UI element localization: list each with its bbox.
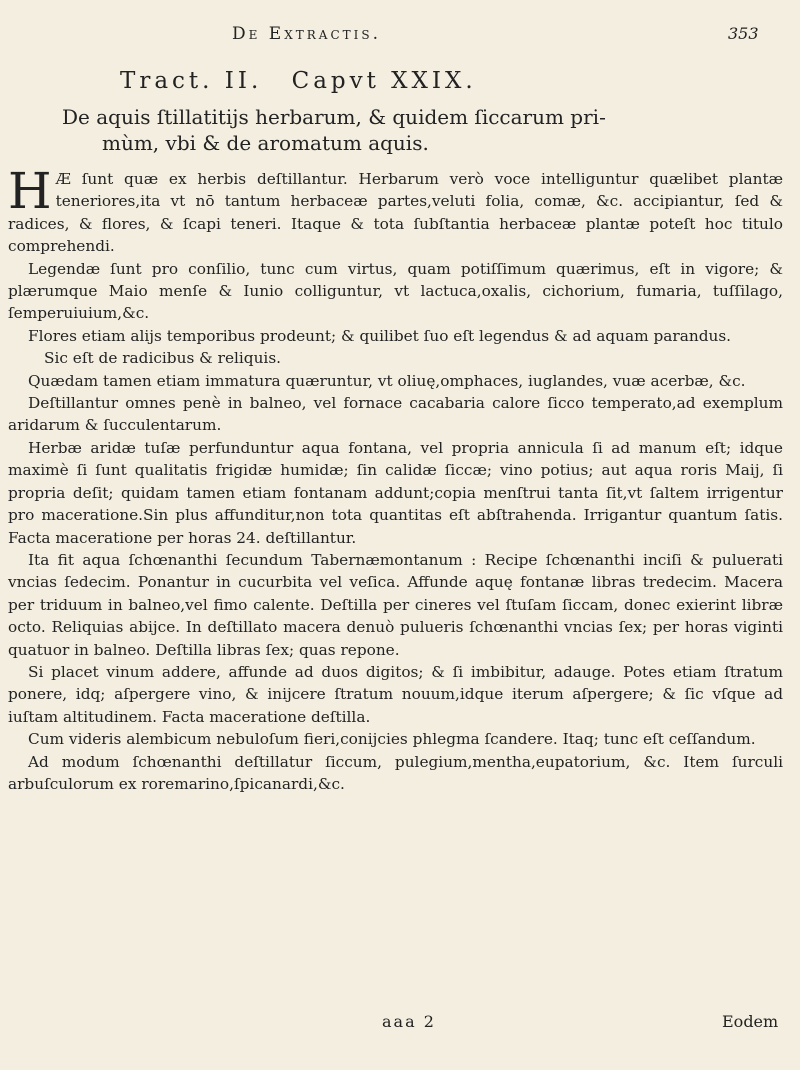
paragraph-6: Deſtillantur omnes penè in balneo, vel fornace cacabaria calore ſicco temperato,ad exemplum aridarum & ſucculentarum.: [8, 394, 783, 435]
tract-label: Tract. II.: [120, 68, 263, 94]
chapter-subtitle: [62, 104, 722, 156]
running-head: [0, 18, 800, 48]
body-text: [8, 162, 783, 795]
paragraph-1-text: Æ ſunt quæ ex herbis deſtillantur. Herbarum verò voce intelliguntur quælibet plantæ teneriores,ita vt nō tantum herbaceæ partes,veluti folia, comæ, &c. accipiantur, ſed & radices, & flores, & ſcapi teneri. Itaque & tota ſubſtantia herbaceæ plantæ poteſt hoc titulo comprehendi.: [8, 170, 783, 256]
paragraph-10: Cum videris alembicum nebuloſum fieri,conijcies phlegma ſcandere. Itaq; tunc eſt ceſſandum.: [28, 730, 756, 749]
running-title: De Extractis.: [232, 24, 382, 44]
subtitle-line-2: mùm, vbi & de aromatum aquis.: [102, 131, 429, 155]
signature-mark: aaa 2: [382, 1012, 436, 1031]
paragraph-9: Si placet vinum addere, affunde ad duos digitos; & ſi imbibitur, adauge. Potes etiam ſtratum ponere, idq; aſpergere vino, & inijcere ſtratum nouum,idque iterum aſpergere; & ſic vſque ad iuſtam altitudinem. Facta maceratione deſtilla.: [8, 662, 783, 726]
paragraph-3: Flores etiam alijs temporibus prodeunt; & quilibet ſuo eſt legendus & ad aquam parandus.: [28, 326, 732, 345]
paragraph-2: Legendæ ſunt pro conſilio, tunc cum virtus, quam potiſſimum quærimus, eſt in vigore; & plærumque Maio menſe & Iunio colliguntur, vt lactuca,oxalis, cichorium, fumaria, tuſſilago, ſemperuiuium,&c.: [8, 259, 783, 323]
paragraph-8: Ita fit aqua ſchœnanthi ſecundum Tabernæmontanum : Recipe ſchœnanthi inciſi & puluerati vncias ſedecim. Ponantur in cucurbita vel veſica. Affunde aquę fontanæ libras tredecim. Macera per triduum in balneo,vel fimo calente. Deſtilla per cineres vel ſtuſam ſiccam, donec exierint libræ octo. Reliquias abijce. In deſtillato macera denuò pulueris ſchœnanthi vncias ſex; per horas viginti quatuor in balneo. Deſtilla libras ſex; quas repone.: [8, 550, 783, 659]
drop-cap: H: [8, 162, 52, 220]
paragraph-7: Herbæ aridæ tuſæ perfunduntur aqua fontana, vel propria annicula ſi ad manum eſt; idque maximè ſi ſunt qualitatis frigidæ humidæ; ſin calidæ ſiccæ; vino potius; aut aqua roris Maij, ſi propria deſit; quidam tamen etiam fontanam addunt;copia menſtrui tanta ſit,vt ſaltem irrigentur pro maceratione.Sin plus affunditur,non tota quantitas eſt abſtrahenda. Irrigantur quantum ſatis. Facta maceratione per horas 24. deſtillantur.: [8, 438, 783, 547]
page-footer: [0, 1012, 800, 1038]
subtitle-line-1: De aquis ſtillatitijs herbarum, & quidem ſiccarum pri-: [62, 105, 606, 129]
catchword: Eodem: [722, 1012, 779, 1031]
caput-label: Capvt XXIX.: [291, 68, 477, 94]
paragraph-5: Quædam tamen etiam immatura quæruntur, vt oliuę,omphaces, iuglandes, vuæ acerbæ, &c.: [28, 371, 746, 390]
paragraph-11: Ad modum ſchœnanthi deſtillatur ſiccum, pulegium,mentha,eupatorium, &c. Item ſurculi arbuſculorum ex roremarino,ſpicanardi,&c.: [8, 752, 783, 793]
paragraph-4: Sic eſt de radicibus & reliquis.: [44, 349, 282, 368]
paragraph-1: [8, 162, 783, 258]
chapter-heading: [120, 68, 720, 94]
page-number: 353: [728, 24, 759, 43]
